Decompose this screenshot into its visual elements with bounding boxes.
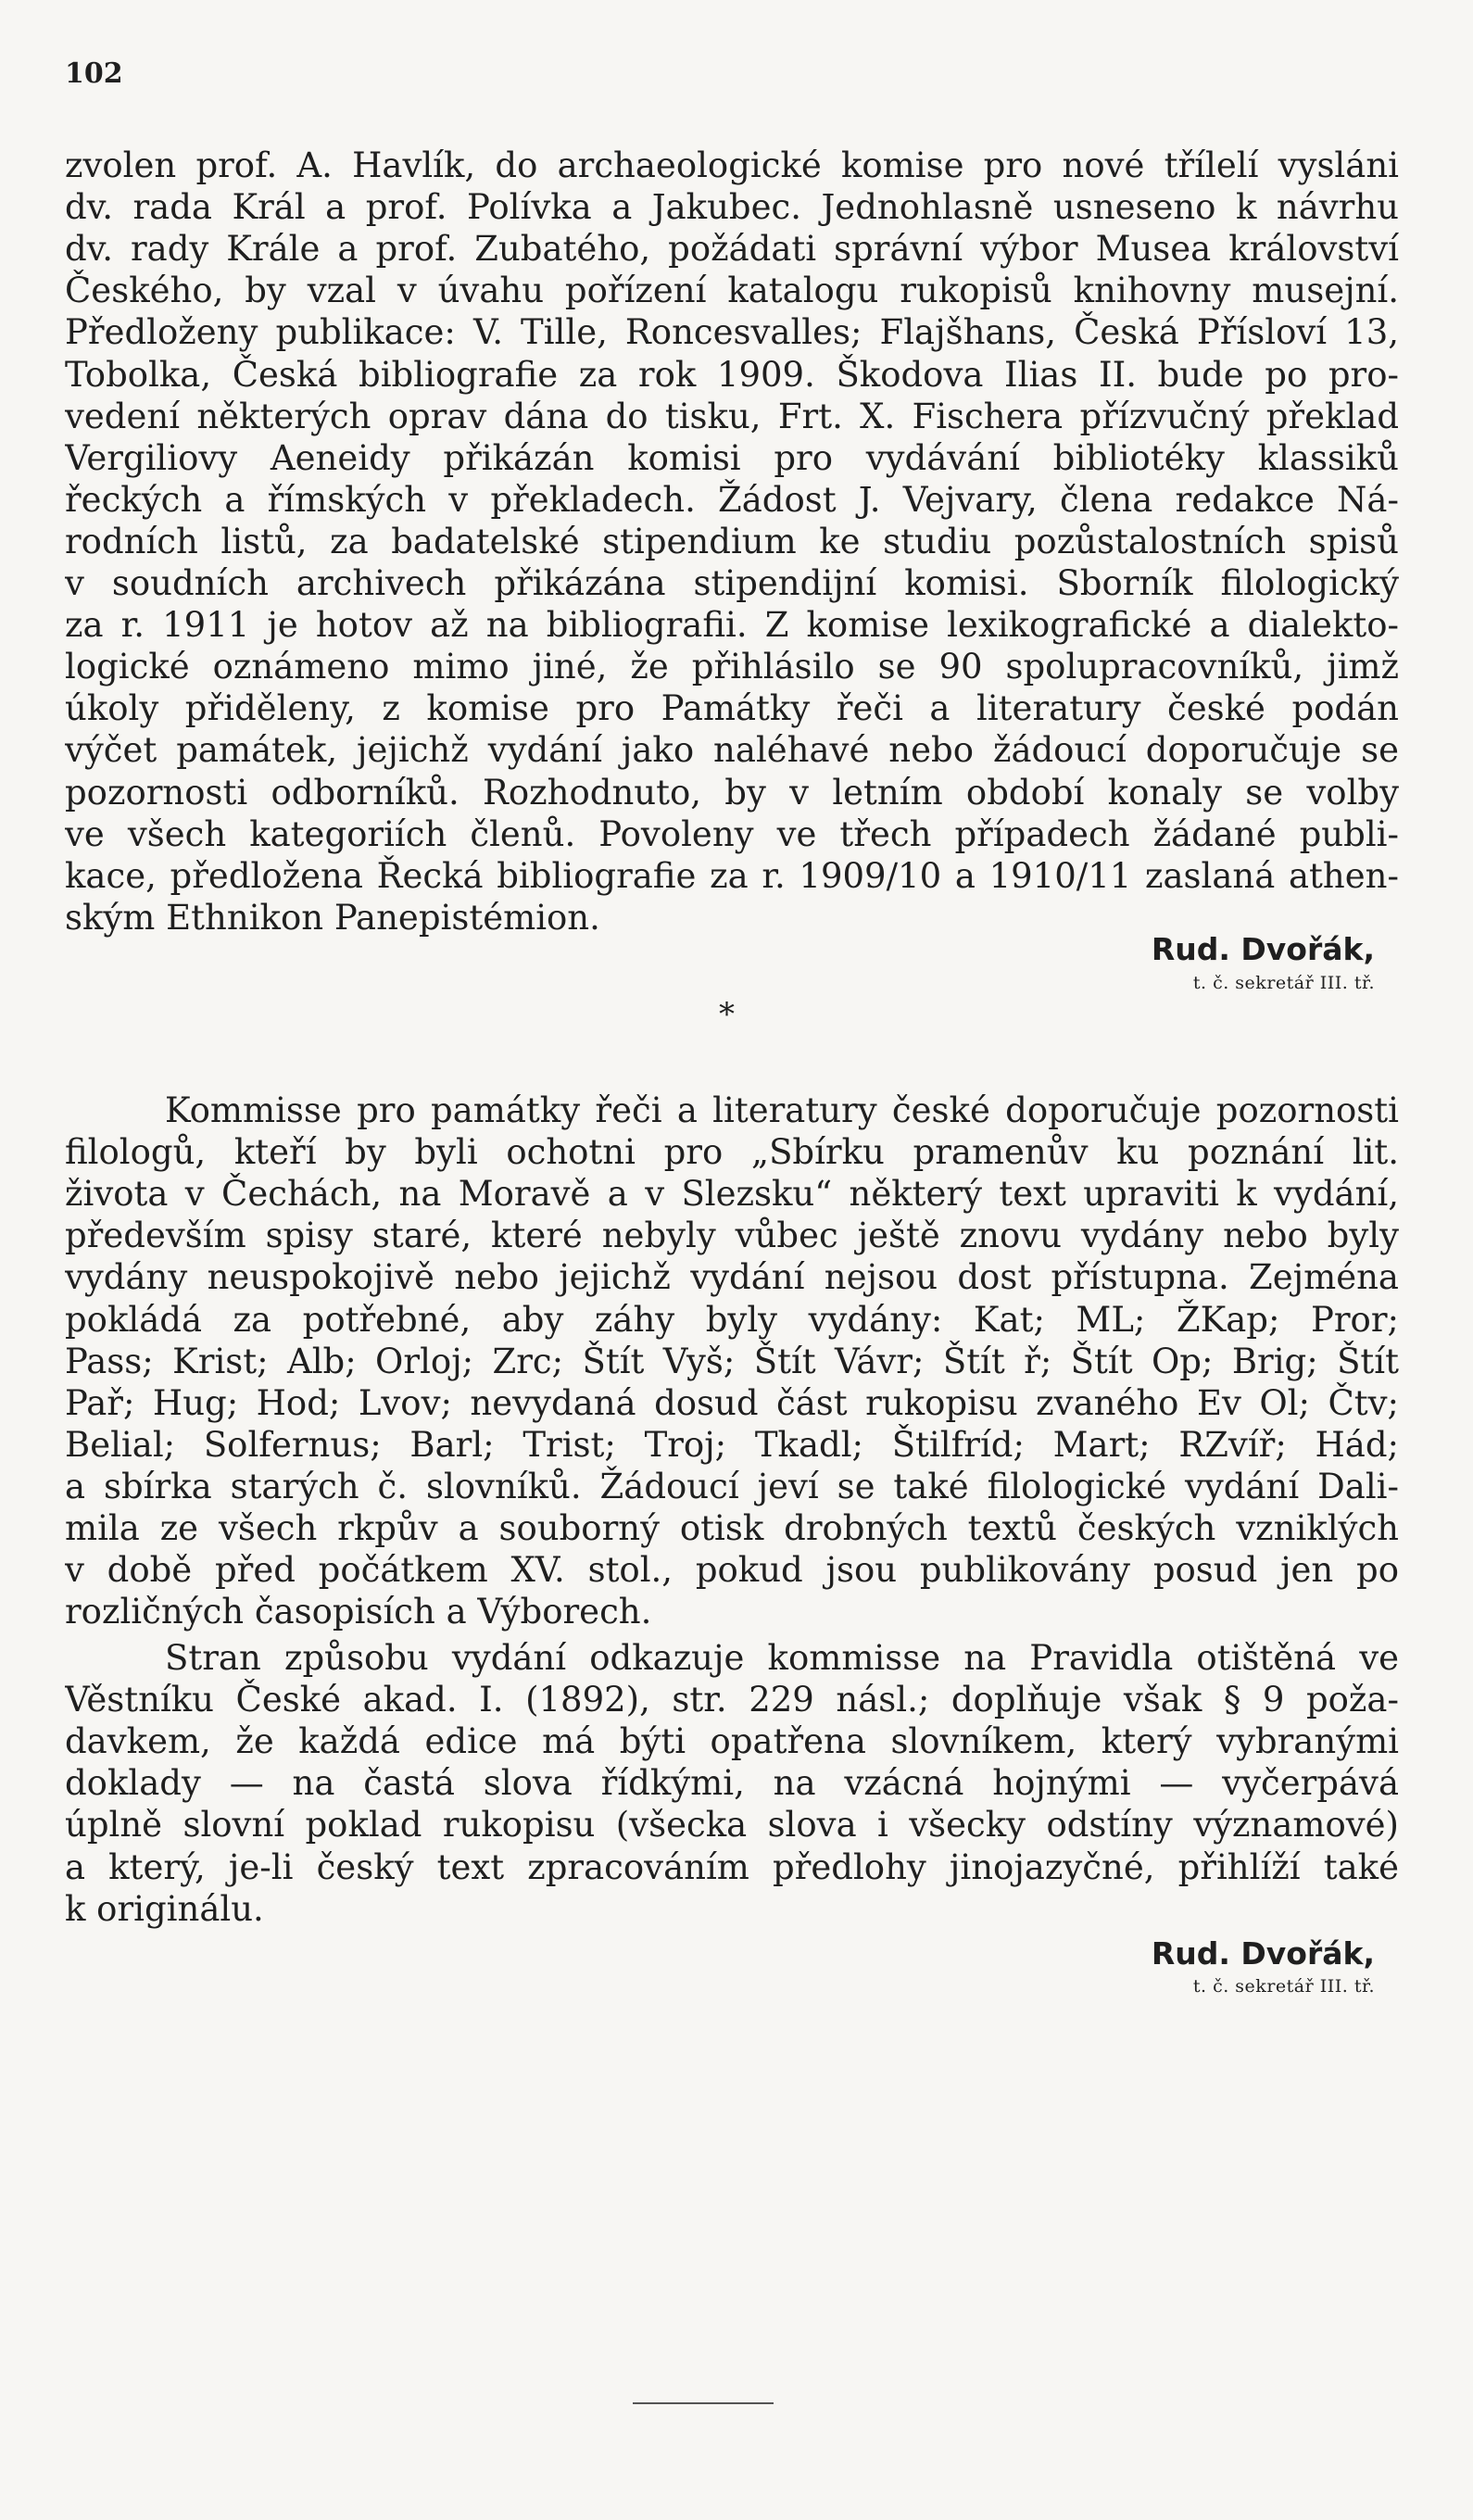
text-line: davkem, že každá edice má býti opatřena slovníkem, který vybranými (65, 1721, 1399, 1762)
text-line: Předloženy publikace: V. Tille, Roncesvalles; Flajšhans, Česká Přísloví 13, (65, 312, 1399, 353)
text-line: doklady — na častá slova řídkými, na vzácná hojnými — vyčerpává (65, 1763, 1399, 1804)
text-line: Pass; Krist; Alb; Orloj; Zrc; Štít Vyš; Štít Vávr; Štít ř; Štít Op; Brig; Štít (65, 1341, 1399, 1381)
text-line: úkoly přiděleny, z komise pro Památky řeči a literatury české podán (65, 688, 1399, 729)
text-line: Věstníku České akad. I. (1892), str. 229 násl.; doplňuje však § 9 poža- (65, 1680, 1399, 1720)
text-line: Stran způsobu vydání odkazuje kommisse na Pravidla otištěná ve (165, 1638, 1399, 1678)
text-line: výčet památek, jejichž vydání jako naléhavé nebo žádoucí doporučuje se (65, 730, 1399, 771)
text-line: pokládá za potřebné, aby záhy byly vydány: Kat; ML; ŽKap; Pror; (65, 1299, 1399, 1340)
text-line: v soudních archivech přikázána stipendijní komisi. Sborník filologický (65, 563, 1399, 603)
text-line: zvolen prof. A. Havlík, do archaeologické komise pro nové třílelí vysláni (65, 145, 1399, 185)
text-line: logické oznámeno mimo jiné, že přihlásilo se 90 spolupracovníků, jimž (65, 647, 1399, 687)
end-rule (633, 2402, 774, 2404)
text-line: a sbírka starých č. slovníků. Žádoucí jeví se také filologické vydání Dali- (65, 1466, 1399, 1506)
text-line: Vergiliovy Aeneidy přikázán komisi pro vydávání bibliotéky klassiků (65, 437, 1399, 478)
text-line: Belial; Solfernus; Barl; Trist; Troj; Tkadl; Štilfríd; Mart; RZvíř; Hád; (65, 1424, 1399, 1465)
signature-name: Rud. Dvořák, (1151, 931, 1375, 967)
text-line: Kommisse pro památky řeči a literatury české doporučuje pozornosti (165, 1090, 1399, 1130)
text-line: řeckých a římských v překladech. Žádost J. Vejvary, člena redakce Ná- (65, 479, 1399, 520)
page-number: 102 (65, 57, 123, 90)
text-line: filologů, kteří by byli ochotni pro „Sbírku pramenův ku poznání lit. (65, 1132, 1399, 1173)
text-line: rodních listů, za badatelské stipendium ke studiu pozůstalostních spisů (65, 521, 1399, 561)
text-line: kace, předložena Řecká bibliografie za r. 1909/10 a 1910/11 zaslaná athen- (65, 855, 1399, 896)
signature-title: t. č. sekretář III. tř. (1192, 973, 1375, 993)
text-line: dv. rady Krále a prof. Zubatého, požádati správní výbor Musea království (65, 229, 1399, 270)
text-line: v době před počátkem XV. stol., pokud jsou publikovány posud jen po (65, 1550, 1399, 1591)
signature-name: Rud. Dvořák, (1151, 1935, 1375, 1972)
text-line: a který, je-li český text zpracováním předlohy jinojazyčné, přihlíží také (65, 1846, 1399, 1887)
text-line: úplně slovní poklad rukopisu (všecka slova i všecky odstíny významové) (65, 1805, 1399, 1846)
text-line: Pař; Hug; Hod; Lvov; nevydaná dosud část rukopisu zvaného Ev Ol; Čtv; (65, 1382, 1399, 1423)
text-line: Tobolka, Česká bibliografie za rok 1909. Škodova Ilias II. bude po pro- (65, 354, 1399, 395)
text-line: života v Čechách, na Moravě a v Slezsku“ některý text upraviti k vydání, (65, 1174, 1399, 1215)
text-line: Českého, by vzal v úvahu pořízení katalogu rukopisů knihovny musejní. (65, 271, 1399, 311)
text-line: především spisy staré, které nebyly vůbec ještě znovu vydány nebo byly (65, 1216, 1399, 1256)
text-line: za r. 1911 je hotov až na bibliografii. Z komise lexikografické a dialekto- (65, 605, 1399, 646)
section-divider-asterisk: * (719, 996, 735, 1033)
text-line: pozornosti odborníků. Rozhodnuto, by v letním období konaly se volby (65, 772, 1399, 813)
text-line: mila ze všech rkpův a souborný otisk drobných textů českých vzniklých (65, 1508, 1399, 1548)
text-line: rozličných časopisích a Výborech. (65, 1592, 652, 1632)
text-line: vedení některých oprav dána do tisku, Frt. X. Fischera přízvučný překlad (65, 396, 1399, 436)
signature-title: t. č. sekretář III. tř. (1192, 1976, 1375, 1997)
text-line: vydány neuspokojivě nebo jejichž vydání nejsou dost přístupna. Zejména (65, 1257, 1399, 1298)
text-line: ve všech kategoriích členů. Povoleny ve třech případech žádané publi- (65, 813, 1399, 854)
text-line: dv. rada Král a prof. Polívka a Jakubec. Jednohlasně usneseno k návrhu (65, 187, 1399, 228)
text-line: k originálu. (65, 1888, 264, 1929)
text-line: ským Ethnikon Panepistémion. (65, 897, 600, 938)
